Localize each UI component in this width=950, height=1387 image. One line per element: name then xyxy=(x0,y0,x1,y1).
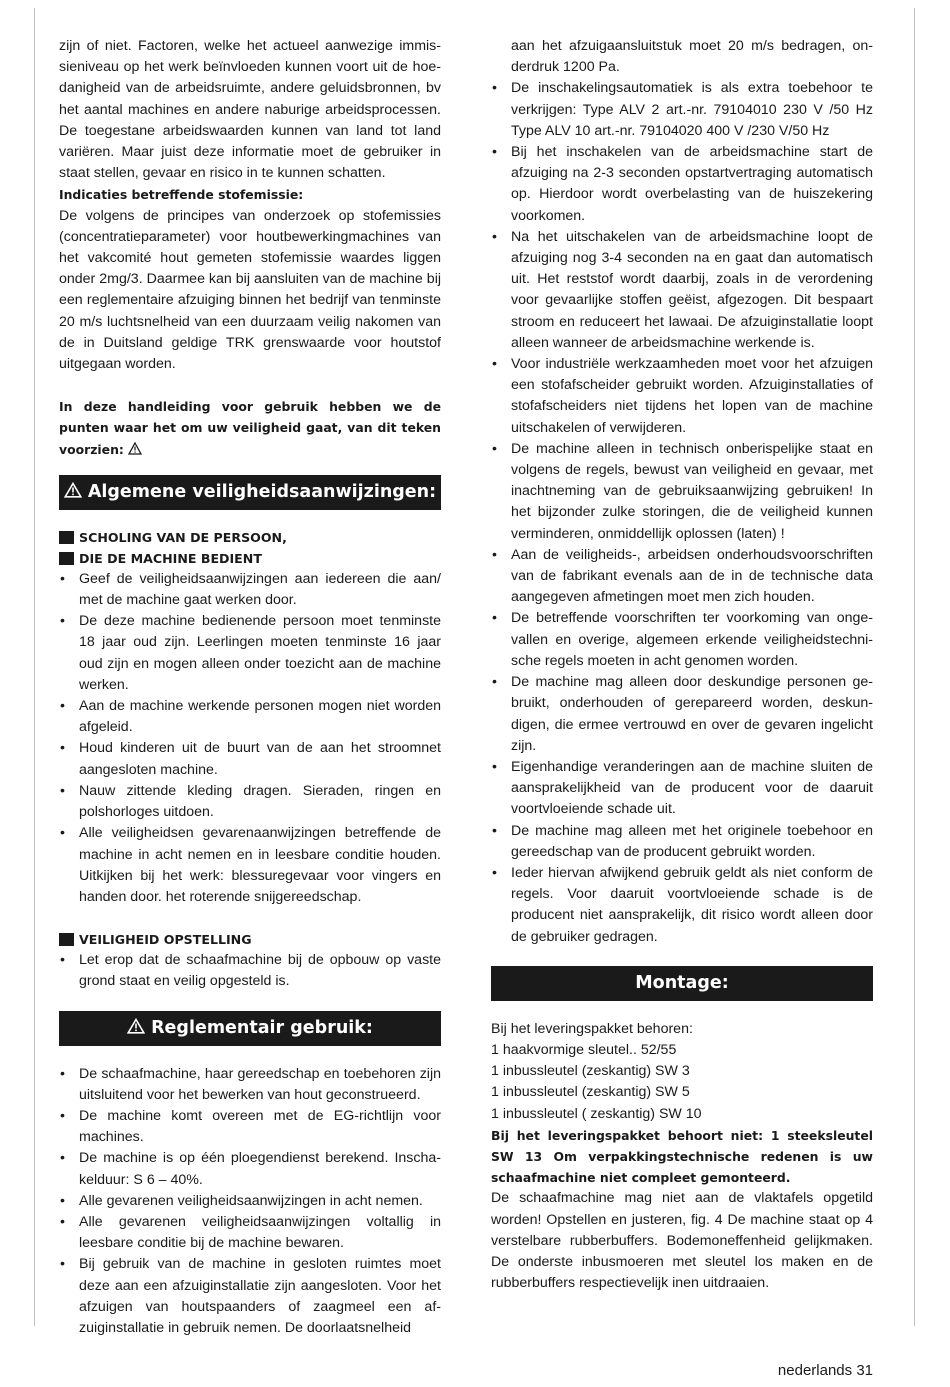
list-item: • Ieder hiervan afwijkend gebruik geldt als niet conform de regels. Voor daaruit voortvloeiende schade is de producent niet aansprakelijk, dit risico wordt alleen door de gebruiker gedragen. xyxy=(491,863,873,948)
package-note: Bij het leveringspakket behoort niet: 1 steeksleutel SW 13 Om verpakkingstechnische redenen is uw schaafmachine niet compleet gemonteerd. xyxy=(491,1127,873,1186)
list-item: • De schaafmachine, haar gereedschap en toebehoren zijn uitsluitend voor het bewerken van hout geconstrueerd. xyxy=(59,1064,441,1106)
intro-paragraph: zijn of niet. Factoren, welke het actueel aanwezige immissieniveau op het werk beïnvloeden kunnen voort uit de hoedanigheid van de arbeidsruimte, andere geluidsbronnen, bv het aantal machines en andere naburige arbeidsprocessen. De toegestane arbeidswaarden kunnen van land tot land variëren. Maar juist deze informatie moet de gebruiker in staat stellen, gevaar en risico in te kunnen schatten. xyxy=(59,38,441,182)
list-item: • Alle veiligheidsen gevarenaanwijzingen betreffende de machine in acht nemen en in leesbare conditie houden. Uitkijken bij het werk: blessuregevaar voor vingers en handen door. het roterende snijgereedschap. xyxy=(59,823,441,908)
list-item: • Aan de machine werkende personen mogen niet worden afgeleid. xyxy=(59,696,441,738)
list-item: • Nauw zittende kleding dragen. Sieraden, ringen en polshorloges uitdoen. xyxy=(59,781,441,823)
list-item: • De deze machine bedienende persoon moet tenminste 18 jaar oud zijn. Leerlingen moeten tenminste 16 jaar oud zijn en mogen alleen onder toezicht aan de machine werken. xyxy=(59,611,441,696)
continued-paragraph: aan het afzuigaansluitstuk moet 20 m/s bedragen, onderdruk 1200 Pa. xyxy=(511,38,873,76)
list-item: • Let erop dat de schaafmachine bij de opbouw op vaste grond staat en veilig opgesteld is. xyxy=(59,950,441,992)
safety-note xyxy=(59,396,441,460)
list-item: • Alle gevarenen veiligheidsaanwijzingen voltallig in leesbare conditie bij de machine bewaren. xyxy=(59,1212,441,1254)
left-margin-rule xyxy=(34,8,35,1326)
section-bar-assembly xyxy=(491,966,873,1001)
list-item: • Geef de veiligheidsaanwijzingen aan iedereen die aan/ met de machine gaat werken door. xyxy=(59,569,441,611)
list-item: • De machine is op één ploegendienst berekend. Inschakelduur: S 6 – 40%. xyxy=(59,1148,441,1190)
list-item: • De betreffende voorschriften ter voorkoming van ongevallen en overige, algemeen erkende veiligheidstechnische regels moeten in acht genomen worden. xyxy=(491,608,873,672)
subheading-setup: VEILIGHEID OPSTELLING xyxy=(59,929,441,950)
package-line: 1 inbussleutel ( zeskantig) SW 10 xyxy=(491,1105,702,1122)
package-line: 1 inbussleutel (zeskantig) SW 5 xyxy=(491,1084,690,1101)
package-line: 1 inbussleutel (zeskantig) SW 3 xyxy=(491,1063,690,1080)
list-item: • Bij het inschakelen van de arbeidsmachine start de afzuiging na 2-3 seconden opstartvertraging automatisch op. Hierdoor wordt overbelasting van de huiszekering voorkomen. xyxy=(491,142,873,227)
usage-list xyxy=(59,1064,441,1340)
list-item: • De machine alleen in technisch onberispelijke staat en volgens de regels, bewust van veiligheid en gevaar, met inachtneming van de gebruiksaanwijzing gebruiken! In het bijzonder zulke storingen, die de veiligheid kunnen verminderen, onmiddellijk oplossen (laten) ! xyxy=(491,439,873,545)
list-item: • Houd kinderen uit de buurt van de aan het stroomnet aangesloten machine. xyxy=(59,738,441,780)
usage-list-continued xyxy=(491,78,873,947)
right-margin-rule xyxy=(914,8,915,1326)
dust-heading: Indicaties betreffende stofemissie: xyxy=(59,187,304,203)
warning-triangle-icon xyxy=(127,1018,145,1034)
black-square-icon xyxy=(59,933,74,946)
list-item: • Eigenhandige veranderingen aan de machine sluiten de aansprakelijkheid van de producent voor de daaruit voortvloeiende schade uit. xyxy=(491,757,873,821)
list-item: • Voor industriële werkzaamheden moet voor het afzuigen een stofafscheider gebruikt worden. Afzuiginstallaties of stofafscheiders niet tijdens het lopen van de machine uitschakelen of verwijderen. xyxy=(491,354,873,439)
list-item: • Na het uitschakelen van de arbeidsmachine loopt de afzuiging nog 3-4 seconden na en gaat dan automatisch uit. Het reststof wordt daarbij, zoals in de verordening voor gevaarlijke stoffen geëist, afgezogen. Dit bespaart stroom en reduceert het lawaai. De afzuiginstallatie loopt alleen wanneer de arbeidsmachine werkende is. xyxy=(491,227,873,354)
list-item: • Bij gebruik van de machine in gesloten ruimtes moet deze aan een afzuiginstallatie zijn aangesloten. Voor het afzuigen van houtspaanders of zaagmeel een afzuiginstallatie in gebruik nemen. De doorlaatsnelheid xyxy=(59,1254,441,1339)
training-list xyxy=(59,569,441,908)
left-column xyxy=(59,36,441,1339)
subheading-training-2: DIE DE MACHINE BEDIENT xyxy=(59,548,441,569)
section-title-assembly: Montage: xyxy=(635,972,729,993)
section-bar-usage xyxy=(59,1011,441,1046)
black-square-icon xyxy=(59,552,74,565)
package-intro: Bij het leveringspakket behoren: xyxy=(491,1020,693,1037)
right-column xyxy=(491,36,873,1294)
list-item: • Aan de veiligheids-, arbeidsen onderhoudsvoorschriften van de fabrikant evenals aan de in de technische data aangegeven afmetingen moet men zich houden. xyxy=(491,545,873,609)
section-title-usage: Reglementair gebruik: xyxy=(151,1017,373,1038)
page-number: nederlands 31 xyxy=(777,1362,873,1379)
closing-paragraph: De schaafmachine mag niet aan de vlaktafels opgetild worden! Opstellen en justeren, fig. 4 De machine staat op 4 verstelbare rubberbuffers. Bodemoneffenheid gelijkmaken. De onderste inbusmoeren met sleutel los maken en de rubberbuffers respectievelijk inen uitdraaien. xyxy=(491,1190,873,1292)
safety-note-text: In deze handleiding voor gebruik hebben we de punten waar het om uw veiligheid gaat, van dit teken voorzien: xyxy=(59,399,441,457)
setup-list xyxy=(59,950,441,992)
list-item: • De machine komt overeen met de EG-richtlijn voor machines. xyxy=(59,1106,441,1148)
section-title-safety: Algemene veiligheidsaanwijzingen: xyxy=(87,481,437,502)
list-item: • De inschakelingsautomatiek is als extra toebehoor te verkrijgen: Type ALV 2 art.-nr. 79104010 230 V /50 Hz Type ALV 10 art.-nr. 79104020 400 V /230 V/50 Hz xyxy=(491,78,873,142)
package-line: 1 haakvormige sleutel.. 52/55 xyxy=(491,1041,677,1058)
list-item: • De machine mag alleen door deskundige personen gebruikt, onderhouden of gerepareerd worden, deskundigen, die ermee vertrouwd en over de gevaren ingelicht zijn. xyxy=(491,672,873,757)
section-bar-safety xyxy=(59,475,441,510)
dust-paragraph: De volgens de principes van onderzoek op stofemissies (concentratieparameter) voor houtbewerkingmachines van het vakcomité hout gemeten stofemissie waardes liggen onder 2mg/3. Daarmee kan bij aansluiten van de machine bij een reglementaire afzuiging binnen het bedrijf van tenminste 20 m/s luchtsnelheid van een duurzaam veilig nakomen van de in Duitsland geldige TRK grenswaarde voor houtstof uitgegaan worden. xyxy=(59,207,441,373)
black-square-icon xyxy=(59,531,74,544)
list-item: • Alle gevarenen veiligheidsaanwijzingen in acht nemen. xyxy=(59,1191,441,1212)
warning-triangle-icon xyxy=(128,442,142,455)
list-item: • De machine mag alleen met het originele toebehoor en gereedschap van de producent gebruikt worden. xyxy=(491,821,873,863)
subheading-training-1: SCHOLING VAN DE PERSOON, xyxy=(59,527,441,548)
warning-triangle-icon xyxy=(64,482,82,498)
